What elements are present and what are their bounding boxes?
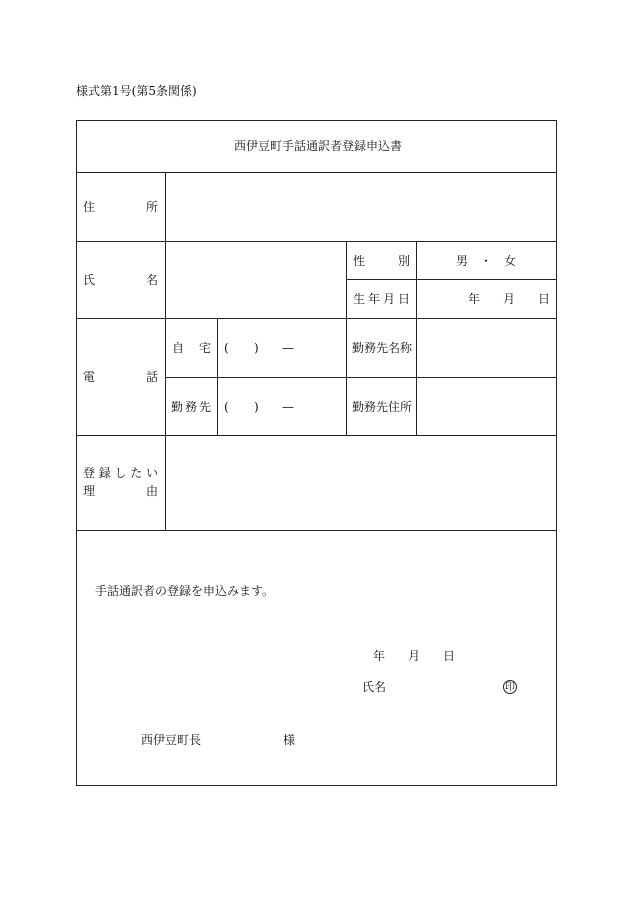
- address-label: 住 所: [83, 200, 158, 214]
- workplace-name-label: 勤務先名称: [352, 341, 413, 355]
- birthdate-fields[interactable]: 年 月 日: [468, 292, 550, 306]
- col-divider: [346, 241, 347, 435]
- reason-label-line1: 登 録 し た い: [83, 466, 158, 480]
- gender-label: 性 別: [353, 254, 410, 268]
- home-label: 自 宅: [172, 341, 211, 355]
- applicant-name-field[interactable]: [390, 676, 496, 696]
- reason-field[interactable]: [166, 436, 556, 530]
- form-number: 様式第1号(第5条関係): [76, 84, 197, 98]
- application-statement: 手話通訳者の登録を申込みます。: [95, 584, 275, 598]
- applicant-name-label: 氏名: [362, 680, 387, 694]
- address-field[interactable]: [166, 173, 556, 241]
- workplace-address-field[interactable]: [417, 378, 556, 435]
- row-divider: [76, 530, 557, 531]
- application-date[interactable]: 年 月 日: [373, 649, 455, 663]
- seal-mark: 印: [505, 682, 515, 693]
- birthdate-label: 生 年 月 日: [353, 292, 410, 306]
- work-phone-field[interactable]: ( ) —: [224, 400, 294, 414]
- addressee: 西伊豆町長: [141, 733, 202, 747]
- honorific: 様: [283, 733, 296, 747]
- name-label: 氏 名: [83, 273, 158, 287]
- home-phone-field[interactable]: ( ) —: [224, 341, 294, 355]
- form-title: 西伊豆町手話通訳者登録申込書: [234, 139, 403, 153]
- work-label: 勤 務 先: [171, 400, 211, 414]
- row-divider: [346, 279, 557, 280]
- workplace-name-field[interactable]: [417, 319, 556, 377]
- gender-options[interactable]: 男 ・ 女: [456, 254, 516, 268]
- reason-label-line2: 理 由: [83, 484, 158, 498]
- phone-label: 電 話: [83, 370, 158, 384]
- workplace-address-label: 勤務先住所: [352, 400, 413, 414]
- name-field[interactable]: [166, 242, 346, 318]
